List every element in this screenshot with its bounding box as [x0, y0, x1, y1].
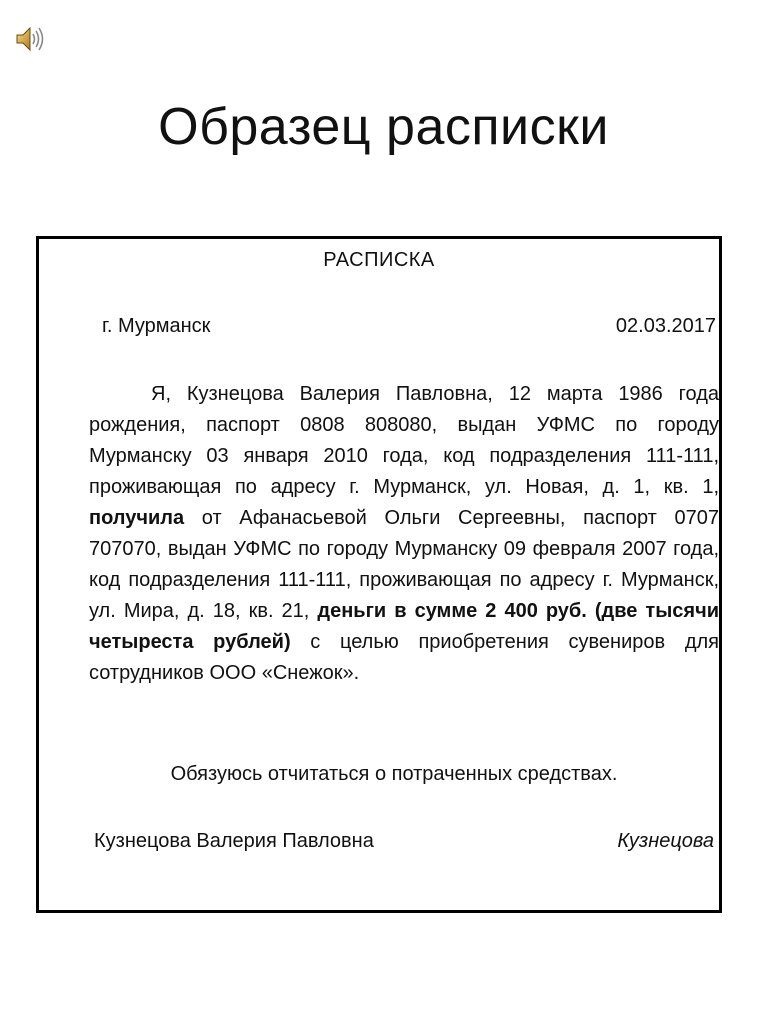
receipt-body	[89, 379, 719, 689]
obligation-line: Обязуюсь отчитаться о потраченных средствах.	[170, 763, 618, 785]
place-date-row	[102, 315, 716, 338]
signature-row	[94, 830, 714, 853]
body-part-1: Я, Кузнецова Валерия Павловна, 12 марта 1986 года рождения, паспорт 0808 808080, выдан УФМС по городу Мурманску 03 января 2010 года, код подразделения 111-111, проживающая по адресу г. Мурманск, ул. Новая, д. 1, кв. 1,	[89, 383, 719, 498]
signature: Кузнецова	[617, 830, 714, 852]
speaker-icon[interactable]	[14, 24, 48, 54]
body-part-3: с целью приобретения сувениров для сотрудников ООО «Снежок».	[89, 631, 719, 684]
document-date: 02.03.2017	[615, 315, 716, 337]
signer-name: Кузнецова Валерия Павловна	[94, 830, 374, 852]
body-part-2: от Афанасьевой Ольги Сергеевны, паспорт 0707 707070, выдан УФМС по городу Мурманску 09 февраля 2007 года, код подразделения 111-111, проживающая по адресу г. Мурманск, ул. Мира, д. 18, кв. 21,	[89, 507, 719, 622]
amount-emphasis: деньги в сумме 2 400 руб. (две тысячи четыреста рублей)	[89, 600, 719, 653]
city: г. Мурманск	[102, 315, 211, 337]
slide-title: Образец расписки	[158, 98, 609, 156]
receipt-document	[36, 236, 722, 913]
document-heading: РАСПИСКА	[323, 249, 435, 271]
received-emphasis: получила	[89, 507, 185, 529]
